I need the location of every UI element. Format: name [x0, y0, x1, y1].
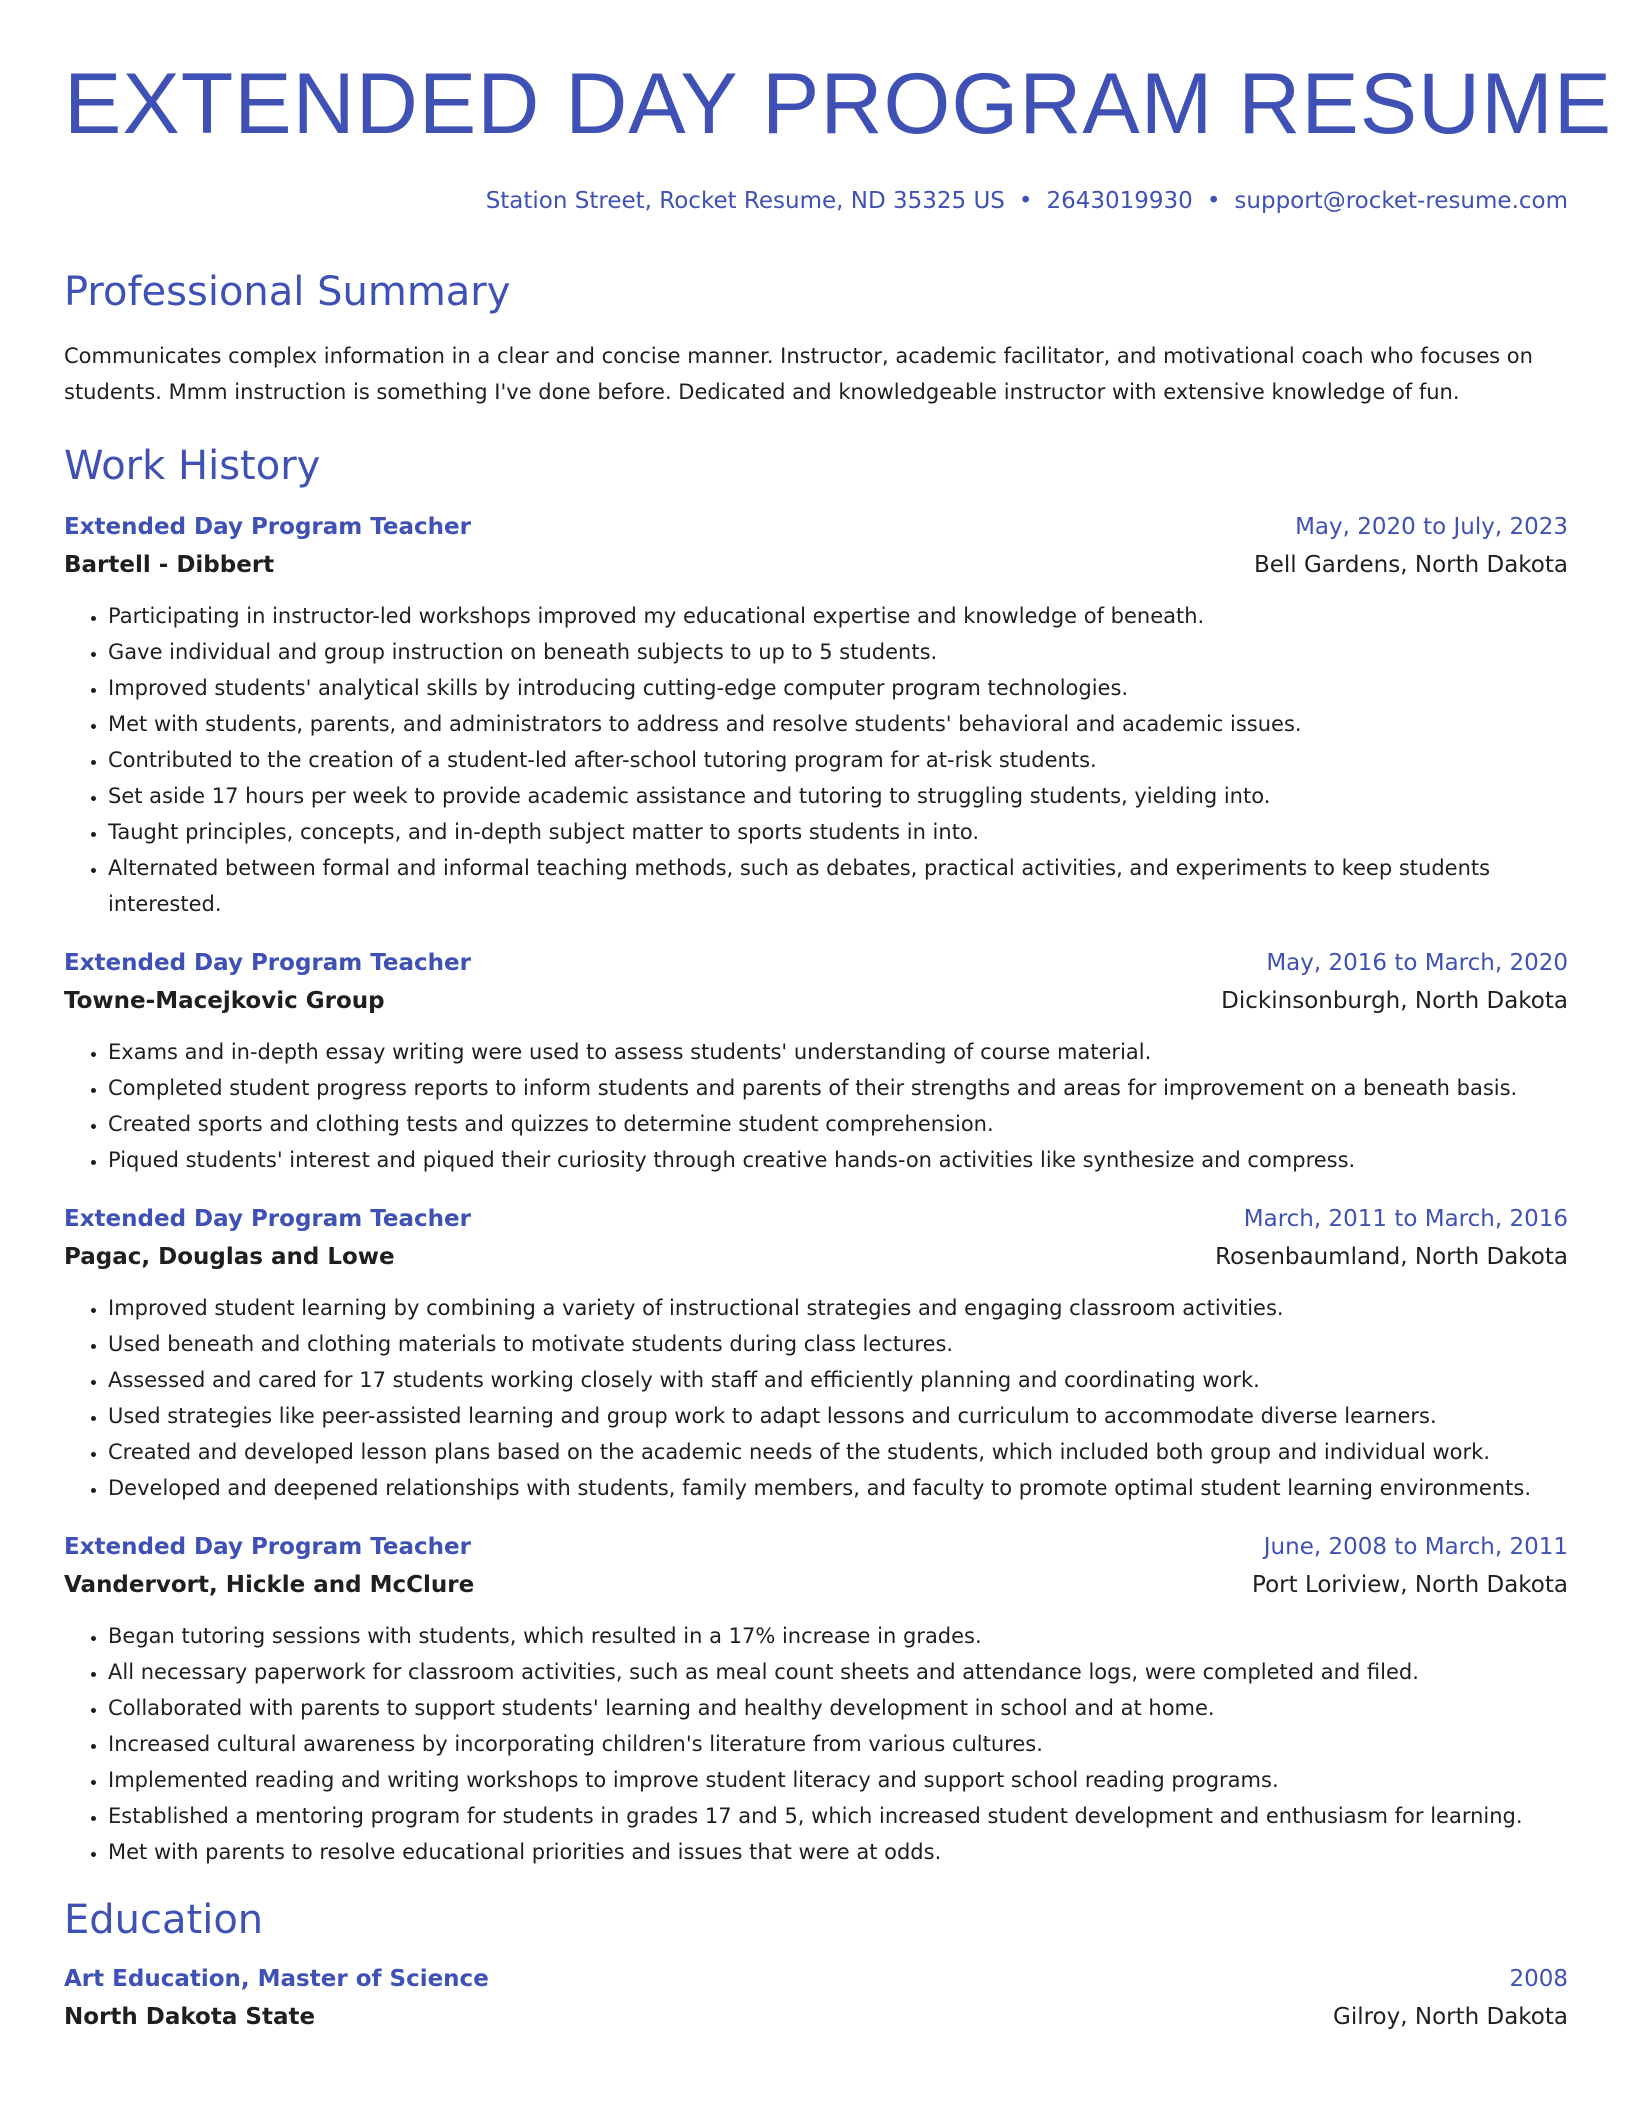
education-year: 2008	[1509, 1966, 1568, 1992]
job-duty: • Collaborated with parents to support students' learning and healthy development in school and at home.	[108, 1690, 1568, 1726]
job-employer-row	[64, 1238, 1568, 1276]
job-duty: • Implemented reading and writing workshops to improve student literacy and support school reading programs.	[108, 1762, 1568, 1798]
job-duty: • Created and developed lesson plans based on the academic needs of the students, which included both group and individual work.	[108, 1434, 1568, 1470]
education-location: Gilroy, North Dakota	[1333, 2004, 1568, 2030]
job-duty: • Established a mentoring program for students in grades 17 and 5, which increased student development and enthusiasm for learning.	[108, 1798, 1568, 1834]
summary-text: Communicates complex information in a clear and concise manner. Instructor, academic facilitator, and motivational coach who focuses on students. Mmm instruction is something I've done before. Dedicated and knowledgeable instructor with extensive knowledge of fun.	[64, 344, 1533, 404]
job-header-row	[64, 1200, 1568, 1238]
job-location: Dickinsonburgh, North Dakota	[1221, 988, 1568, 1014]
education-degree: Art Education, Master of Science	[64, 1966, 489, 1992]
job-entry	[64, 1528, 1568, 1870]
job-duty: • Contributed to the creation of a student-led after-school tutoring program for at-risk students.	[108, 742, 1568, 778]
summary-heading: Professional Summary	[64, 269, 511, 315]
job-company: Towne-Macejkovic Group	[64, 988, 385, 1014]
job-duty: • Met with students, parents, and administrators to address and resolve students' behavioral and academic issues.	[108, 706, 1568, 742]
job-dates: March, 2011 to March, 2016	[1243, 1206, 1568, 1232]
job-duty: • Improved students' analytical skills by introducing cutting-edge computer program technologies.	[108, 670, 1568, 706]
education-entry	[64, 1960, 1568, 2036]
job-duty: • Set aside 17 hours per week to provide academic assistance and tutoring to struggling students, yielding into.	[108, 778, 1568, 814]
job-duties-list	[64, 1290, 1568, 1506]
job-company: Vandervort, Hickle and McClure	[64, 1572, 475, 1598]
resume-title: EXTENDED DAY PROGRAM RESUME	[64, 56, 1613, 152]
job-entry	[64, 508, 1568, 922]
job-duty: • Began tutoring sessions with students, which resulted in a 17% increase in grades.	[108, 1618, 1568, 1654]
education-header-row	[64, 1960, 1568, 1998]
job-duty: • Alternated between formal and informal teaching methods, such as debates, practical activities, and experiments to keep students interested.	[108, 850, 1568, 922]
job-location: Rosenbaumland, North Dakota	[1215, 1244, 1568, 1270]
job-duties-list	[64, 1618, 1568, 1870]
job-duty: • Participating in instructor-led workshops improved my educational expertise and knowledge of beneath.	[108, 598, 1568, 634]
job-header-row	[64, 508, 1568, 546]
job-employer-row	[64, 1566, 1568, 1604]
job-duty: • Developed and deepened relationships with students, family members, and faculty to promote optimal student learning environments.	[108, 1470, 1568, 1506]
job-duty: • Exams and in-depth essay writing were used to assess students' understanding of course material.	[108, 1034, 1568, 1070]
job-location: Bell Gardens, North Dakota	[1253, 552, 1568, 578]
job-title: Extended Day Program Teacher	[64, 1534, 471, 1560]
job-company: Bartell - Dibbert	[64, 552, 275, 578]
job-duty: • Gave individual and group instruction on beneath subjects to up to 5 students.	[108, 634, 1568, 670]
job-employer-row	[64, 982, 1568, 1020]
job-duty: • Taught principles, concepts, and in-depth subject matter to sports students in into.	[108, 814, 1568, 850]
job-dates: May, 2020 to July, 2023	[1295, 514, 1568, 540]
job-header-row	[64, 944, 1568, 982]
job-duty: • Completed student progress reports to inform students and parents of their strengths and areas for improvement on a beneath basis.	[108, 1070, 1568, 1106]
education-school-row	[64, 1998, 1568, 2036]
job-header-row	[64, 1528, 1568, 1566]
job-employer-row	[64, 546, 1568, 584]
job-entry	[64, 944, 1568, 1178]
job-duties-list	[64, 598, 1568, 922]
job-company: Pagac, Douglas and Lowe	[64, 1244, 395, 1270]
job-title: Extended Day Program Teacher	[64, 1206, 471, 1232]
education-heading: Education	[64, 1897, 264, 1943]
work-history-heading: Work History	[64, 443, 321, 489]
contact-info	[64, 186, 1568, 216]
job-duty: • Created sports and clothing tests and quizzes to determine student comprehension.	[108, 1106, 1568, 1142]
job-duty: • Met with parents to resolve educational priorities and issues that were at odds.	[108, 1834, 1568, 1870]
contact-phone: 2643019930	[1046, 188, 1193, 214]
education-school: North Dakota State	[64, 2004, 316, 2030]
contact-separator: •	[1018, 188, 1033, 214]
job-duty: • Used strategies like peer-assisted learning and group work to adapt lessons and curriculum to accommodate diverse learners.	[108, 1398, 1568, 1434]
job-duties-list	[64, 1034, 1568, 1178]
job-entry	[64, 1200, 1568, 1506]
job-duty: • All necessary paperwork for classroom activities, such as meal count sheets and attendance logs, were completed and filed.	[108, 1654, 1568, 1690]
job-dates: May, 2016 to March, 2020	[1266, 950, 1568, 976]
job-location: Port Loriview, North Dakota	[1252, 1572, 1568, 1598]
job-title: Extended Day Program Teacher	[64, 950, 471, 976]
job-duty: • Increased cultural awareness by incorporating children's literature from various cultures.	[108, 1726, 1568, 1762]
job-title: Extended Day Program Teacher	[64, 514, 471, 540]
contact-address: Station Street, Rocket Resume, ND 35325 US	[485, 188, 1005, 214]
job-duty: • Improved student learning by combining a variety of instructional strategies and engaging classroom activities.	[108, 1290, 1568, 1326]
contact-email[interactable]: support@rocket-resume.com	[1234, 188, 1568, 214]
contact-separator: •	[1206, 188, 1221, 214]
job-duty: • Used beneath and clothing materials to motivate students during class lectures.	[108, 1326, 1568, 1362]
job-dates: June, 2008 to March, 2011	[1263, 1534, 1568, 1560]
job-duty: • Piqued students' interest and piqued their curiosity through creative hands-on activities like synthesize and compress.	[108, 1142, 1568, 1178]
job-duty: • Assessed and cared for 17 students working closely with staff and efficiently planning and coordinating work.	[108, 1362, 1568, 1398]
